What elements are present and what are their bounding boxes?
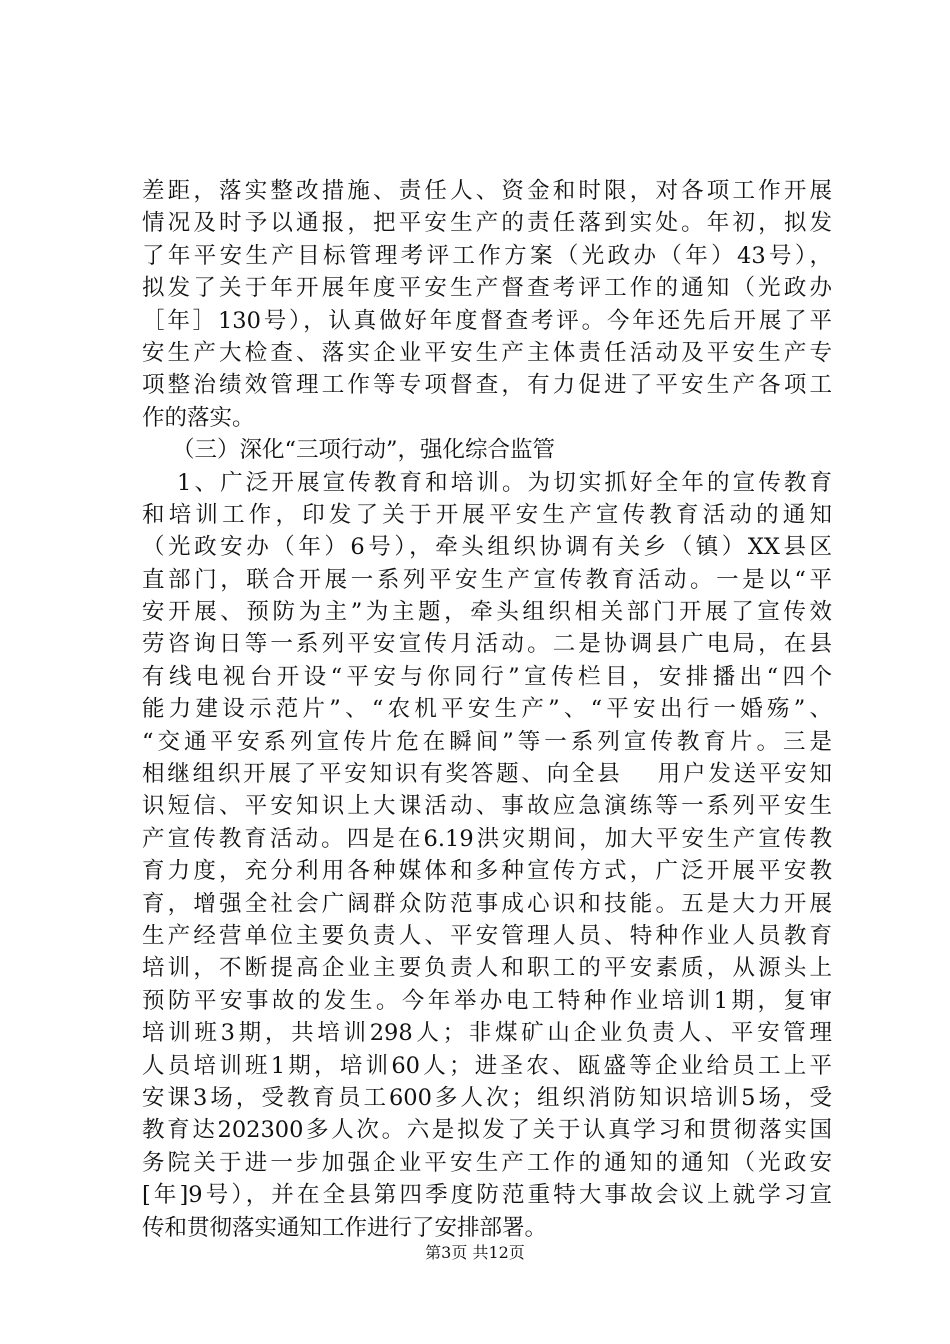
paragraph-first-line: 1、广泛开展宣传教育和培训。为切实抓好全年的宣传教育	[177, 469, 832, 496]
text-line: 直部门，联合开展一系列平安生产宣传教育活动。一是以“平	[142, 566, 832, 593]
text-line: （光政安办（年）6号），牵头组织协调有关乡（镇）XX县区	[142, 534, 832, 561]
text-line: 传和贯彻落实通知工作进行了安排部署。	[142, 1214, 548, 1241]
section-heading: （三）深化“三项行动”，强化综合监管	[172, 437, 556, 464]
text-line: 培训，不断提高企业主要负责人和职工的平安素质，从源头上	[142, 955, 832, 982]
text-line: 产宣传教育活动。四是在6.19洪灾期间，加大平安生产宣传教	[142, 825, 832, 852]
page-footer: 第3页 共12页	[425, 1243, 525, 1262]
text-line: 有线电视台开设“平安与你同行”宣传栏目，安排播出“四个	[142, 663, 832, 690]
text-line: [年]9号），并在全县第四季度防范重特大事故会议上就学习宣	[142, 1182, 832, 1209]
text-line: 育，增强全社会广阔群众防范事成心识和技能。五是大力开展	[142, 890, 832, 917]
text-line: 了年平安生产目标管理考评工作方案（光政办（年）43号），	[142, 242, 832, 269]
text-line: 和培训工作，印发了关于开展平安生产宣传教育活动的通知	[142, 501, 832, 528]
text-line: 育力度，充分利用各种媒体和多种宣传方式，广泛开展平安教	[142, 858, 832, 885]
text-line: 差距，落实整改措施、责任人、资金和时限，对各项工作开展	[142, 178, 832, 204]
text-line: 人员培训班1期，培训60人；进圣农、瓯盛等企业给员工上平	[142, 1052, 832, 1079]
text-line: 安课3场，受教育员工600多人次；组织消防知识培训5场，受	[142, 1084, 832, 1111]
text-line: 项整治绩效管理工作等专项督查，有力促进了平安生产各项工	[142, 372, 832, 399]
text-line: 培训班3期，共培训298人；非煤矿山企业负责人、平安管理	[142, 1020, 832, 1047]
document-body	[142, 175, 832, 1244]
text-line: 相继组织开展了平安知识有奖答题、向全县 用户发送平安知	[142, 761, 832, 788]
text-line: 能力建设示范片”、“农机平安生产”、“平安出行一婚殇”、	[142, 696, 832, 723]
text-line: 情况及时予以通报，把平安生产的责任落到实处。年初，拟发	[142, 210, 832, 237]
text-line: “交通平安系列宣传片危在瞬间”等一系列宣传教育片。三是	[142, 728, 832, 755]
text-line: 预防平安事故的发生。今年举办电工特种作业培训1期，复审	[142, 987, 832, 1014]
text-line: 识短信、平安知识上大课活动、事故应急演练等一系列平安生	[142, 793, 832, 820]
text-line: 教育达202300多人次。六是拟发了关于认真学习和贯彻落实国	[142, 1117, 832, 1144]
text-line: 拟发了关于年开展年度平安生产督查考评工作的通知（光政办	[142, 275, 832, 302]
text-line: 安开展、预防为主”为主题，牵头组织相关部门开展了宣传效	[142, 599, 832, 626]
text-line: 劳咨询日等一系列平安宣传月活动。二是协调县广电局，在县	[142, 631, 832, 658]
text-line: ［年］130号），认真做好年度督查考评。今年还先后开展了平	[142, 307, 832, 334]
text-line: 生产经营单位主要负责人、平安管理人员、特种作业人员教育	[142, 922, 832, 949]
text-line: 安生产大检查、落实企业平安生产主体责任活动及平安生产专	[142, 339, 832, 366]
text-line: 务院关于进一步加强企业平安生产工作的通知的通知（光政安	[142, 1149, 832, 1176]
text-line: 作的落实。	[142, 404, 255, 431]
